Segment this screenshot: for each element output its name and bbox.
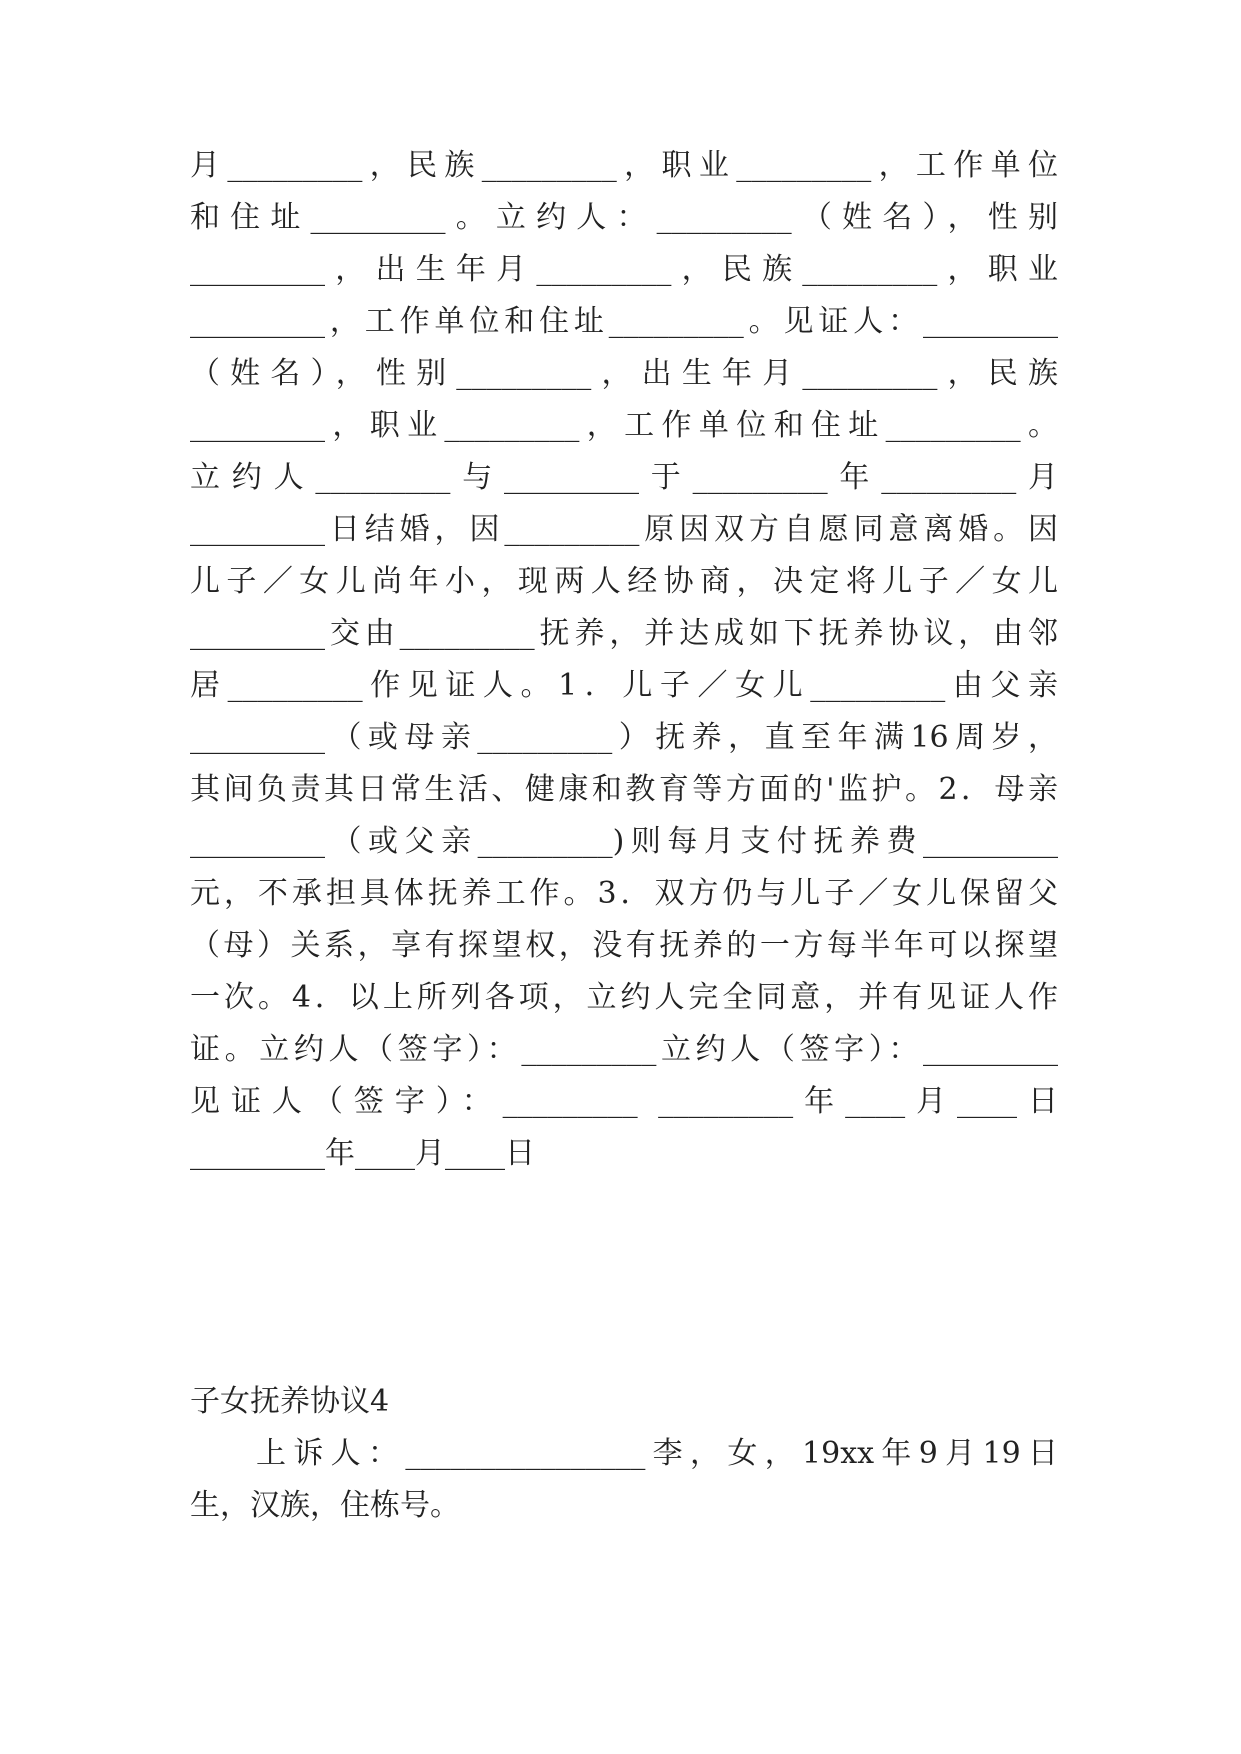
text-line-17: 一次。4．以上所列各项，立约人完全同意，并有见证人作 — [190, 980, 1058, 1015]
text-line-20: _________年____月____日 — [190, 1136, 535, 1171]
text-line-2: 和住址_________。立约人：_________（姓名），性别 — [190, 200, 1058, 235]
section-title: 子女抚养协议4 — [190, 1384, 390, 1419]
text-line-6: _________，职业_________，工作单位和住址_________。 — [190, 408, 1058, 443]
text-line-15: 元，不承担具体抚养工作。3．双方仍与儿子／女儿保留父 — [190, 876, 1058, 911]
appellant-line-1: 上诉人：________________李，女，19xx年9月19日 — [256, 1436, 1058, 1471]
text-line-5: （姓名），性别_________，出生年月_________，民族 — [190, 356, 1058, 391]
text-line-12: _________（或母亲_________）抚养，直至年满16周岁， — [190, 720, 1058, 755]
text-line-3: _________，出生年月_________，民族_________，职业 — [190, 252, 1058, 287]
text-line-11: 居_________作见证人。1．儿子／女儿_________由父亲 — [190, 668, 1058, 703]
appellant-line-2: 生，汉族，住栋号。 — [190, 1488, 460, 1523]
text-line-19: 见证人（签字）：_________ _________年____月____日 — [190, 1084, 1058, 1119]
text-line-14: _________（或父亲_________)则每月支付抚养费_________ — [190, 824, 1058, 859]
text-line-9: 儿子／女儿尚年小，现两人经协商，决定将儿子／女儿 — [190, 564, 1058, 599]
text-line-10: _________交由_________抚养，并达成如下抚养协议，由邻 — [190, 616, 1058, 651]
text-line-8: _________日结婚，因_________原因双方自愿同意离婚。因 — [190, 512, 1058, 547]
text-line-4: _________，工作单位和住址_________。见证人：_________ — [190, 304, 1058, 339]
text-line-13: 其间负责其日常生活、健康和教育等方面的'监护。2．母亲 — [190, 772, 1058, 807]
text-line-1: 月_________，民族_________，职业_________，工作单位 — [190, 148, 1058, 183]
text-line-18: 证。立约人（签字）：_________立约人（签字）：_________ — [190, 1032, 1058, 1067]
text-line-16: （母）关系，享有探望权，没有抚养的一方每半年可以探望 — [190, 928, 1058, 963]
text-line-7: 立约人_________与_________于_________年_________月 — [190, 460, 1058, 495]
